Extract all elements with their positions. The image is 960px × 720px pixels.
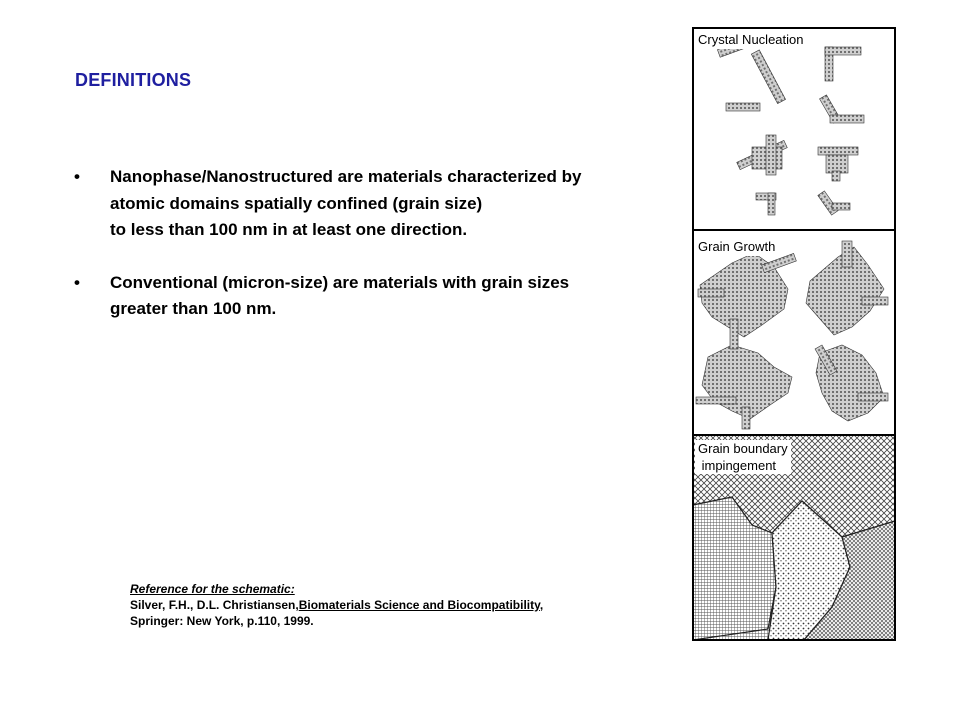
- nucleus-crystal: [766, 135, 776, 175]
- reference-heading: Reference for the schematic:: [130, 582, 295, 596]
- nucleus-crystal: [726, 103, 760, 111]
- growing-grain: [862, 297, 888, 305]
- nucleus-crystal: [826, 155, 848, 173]
- growing-grain: [842, 241, 852, 267]
- impingement-label-line: Grain boundary: [698, 441, 788, 456]
- growing-grain: [696, 397, 736, 404]
- impingement-label-line: impingement: [698, 458, 777, 473]
- nucleus-crystal: [830, 115, 864, 123]
- growing-grain: [742, 407, 750, 429]
- definition-nanophase: [74, 164, 664, 244]
- nucleus-crystal: [818, 147, 858, 155]
- definition-line: atomic domains spatially confined (grain size): [110, 193, 483, 213]
- growth-label: Grain Growth: [695, 238, 778, 256]
- reference-block: [130, 581, 543, 629]
- definition-list: [74, 164, 664, 349]
- reference-citation: [130, 597, 543, 613]
- nucleation-panel: [693, 28, 895, 230]
- definition-conventional: [74, 270, 664, 323]
- definition-line: to less than 100 nm in at least one direction.: [110, 220, 468, 239]
- nucleus-crystal: [825, 47, 861, 55]
- reference-comma: ,: [539, 598, 544, 612]
- bullet-marker: •: [74, 272, 80, 292]
- growth-panel: [693, 230, 895, 435]
- reference-authors: Silver, F.H., D.L. Christiansen,: [130, 598, 299, 612]
- impingement-label: [695, 440, 791, 474]
- grain-schematic: [692, 27, 896, 641]
- nucleus-crystal: [768, 193, 775, 215]
- growing-grain: [858, 393, 888, 401]
- nucleus-crystal: [832, 171, 840, 181]
- reference-book-title: Biomaterials Science and Biocompatibility: [298, 598, 540, 612]
- definition-line: greater than 100 nm.: [110, 299, 277, 318]
- nucleus-crystal: [832, 203, 850, 210]
- page-title: DEFINITIONS: [75, 70, 192, 90]
- definition-line: Nanophase/Nanostructured are materials characterized by: [110, 167, 582, 186]
- nucleation-label: Crystal Nucleation: [695, 31, 807, 49]
- reference-publisher: Springer: New York, p.110, 1999.: [130, 614, 314, 628]
- definition-line: Conventional (micron-size) are materials with grain sizes: [110, 272, 570, 292]
- growing-grain: [698, 289, 724, 297]
- bullet-marker: •: [74, 167, 80, 186]
- schematic-svg: [692, 27, 896, 641]
- growing-grain: [730, 319, 738, 349]
